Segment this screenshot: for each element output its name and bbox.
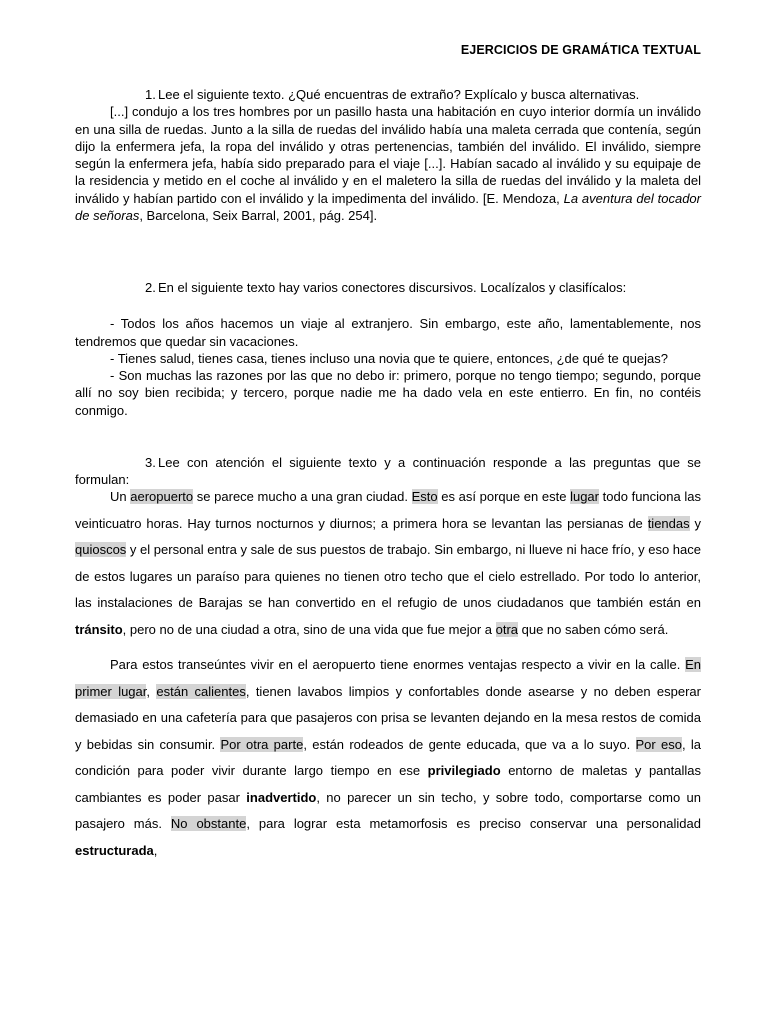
highlighted-word: quioscos xyxy=(75,542,127,557)
exercise-2-prompt xyxy=(75,279,701,296)
exercise-3-prompt-text: Lee con atención el siguiente texto y a continuación responde a las preguntas que se formulan: xyxy=(75,455,701,488)
document-title: EJERCICIOS DE GRAMÁTICA TEXTUAL xyxy=(460,43,701,57)
text-span: todo funciona las veinticuatro horas. Hay turnos nocturnos y diurnos; a primera hora se levantan las persianas de xyxy=(75,489,701,531)
spacer xyxy=(75,296,701,315)
exercise-1-number: 1. xyxy=(145,87,156,102)
text-span: y xyxy=(689,515,701,531)
text-span: se parece mucho a una gran ciudad. xyxy=(193,489,412,504)
highlighted-phrase: Por eso xyxy=(635,736,682,752)
highlighted-phrase: No obstante xyxy=(170,816,247,831)
highlighted-word: Esto xyxy=(411,489,438,504)
highlighted-phrase: Por otra parte xyxy=(220,736,304,752)
text-span: , para lograr esta metamorfosis es preciso conservar una personalidad xyxy=(246,816,701,831)
exercise-1-passage xyxy=(75,103,701,224)
exercise-2-item: - Todos los años hacemos un viaje al extranjero. Sin embargo, este año, lamentablemente, nos tendremos que quedar sin vacaciones. xyxy=(75,316,701,349)
highlighted-word: aeropuerto xyxy=(130,489,194,504)
exercise-2-prompt-text: En el siguiente texto hay varios conectores discursivos. Localízalos y clasifícalos: xyxy=(158,280,627,295)
citation-text: , Barcelona, Seix Barral, 2001, pág. 254]. xyxy=(139,208,378,224)
text-span: Para estos transeúntes vivir en el aeropuerto tiene enormes ventajas respecto a vivir en la calle. xyxy=(110,657,686,672)
text-span: , pero no de una ciudad a otra, sino de una vida que fue mejor a xyxy=(122,621,496,637)
text-span: , xyxy=(153,842,158,858)
passage-text: [...] condujo a los tres hombres por un pasillo hasta una habitación en cuyo interior dormía un inválido en una silla de ruedas. Junto a la silla de ruedas del inválido había una maleta cerrada que contenía, según dijo la enfermera jefa, la ropa del inválido y otras pertenencias, también del inválido. El inválido, siempre según la enfermera jefa, había sido preparado para el viaje [...]. Habían sacado al inválido y su equipaje de la residencia y metido en el coche al inválido y en el maletero la silla de ruedas del inválido y la maleta del inválido y habían partido con el inválido y la impedimenta del inválido. [E. Mendoza, xyxy=(75,104,701,206)
highlighted-phrase: están calientes xyxy=(156,683,246,699)
text-span: , tienen lavabos limpios y confortables donde asearse y no deben esperar demasiado en una cafetería para que pasajeros con prisa se levanten dejando en la mesa restos de comida y bebidas sin consumir. xyxy=(75,683,701,752)
text-span: Un xyxy=(110,489,131,504)
exercise-3-paragraph-1 xyxy=(75,484,701,643)
text-span: , no parecer un sin techo, y sobre todo, comportarse como un pasajero más. xyxy=(75,789,701,831)
exercise-3-text xyxy=(75,484,701,864)
exercise-3-paragraph-2 xyxy=(75,652,701,864)
text-span: es así porque en este xyxy=(437,489,571,504)
text-span: , xyxy=(146,683,157,699)
bold-word: inadvertido xyxy=(246,789,317,805)
highlighted-phrase: En primer lugar xyxy=(75,657,701,699)
exercise-1-prompt-text: Lee el siguiente texto. ¿Qué encuentras de extraño? Explícalo y busca alternativas. xyxy=(158,87,640,102)
exercise-1-prompt xyxy=(75,86,701,103)
text-span: , la condición para poder vivir durante largo tiempo en ese xyxy=(75,736,702,778)
text-span: entorno de maletas y pantallas cambiantes es poder pasar xyxy=(75,763,701,805)
exercise-2-number: 2. xyxy=(145,280,156,295)
highlighted-word: lugar xyxy=(570,489,599,504)
exercise-2 xyxy=(75,279,701,419)
exercise-1 xyxy=(75,86,701,224)
bold-word: privilegiado xyxy=(427,763,501,778)
bold-word: tránsito xyxy=(75,621,123,637)
bold-word: estructurada xyxy=(75,842,154,858)
book-title: La aventura del tocador de señoras xyxy=(75,190,701,224)
exercise-2-item: - Tienes salud, tienes casa, tienes incluso una novia que te quiere, entonces, ¿de qué te quejas? xyxy=(110,350,668,366)
highlighted-word: tiendas xyxy=(647,515,690,531)
text-span: que no saben cómo será. xyxy=(518,621,669,637)
exercise-2-item: - Son muchas las razones por las que no debo ir: primero, porque no tengo tiempo; segundo, porque allí no soy bien recibida; y tercero, porque nadie me ha dado vela en este entierro. En fin, no contéis conmigo. xyxy=(75,368,701,418)
text-span: y el personal entra y sale de sus puestos de trabajo. Sin embargo, ni llueve ni hace frío, y eso hace de estos lugares un paraíso para quienes no tienen otro techo que el cielo estrellado. Por todo lo anterior, las instalaciones de Barajas se han convertido en el refugio de unos ciudadanos que también están en xyxy=(75,542,701,610)
exercise-3-number: 3. xyxy=(145,455,156,470)
highlighted-word: otra xyxy=(495,621,519,637)
text-span: , están rodeados de gente educada, que va a lo suyo. xyxy=(303,736,636,752)
